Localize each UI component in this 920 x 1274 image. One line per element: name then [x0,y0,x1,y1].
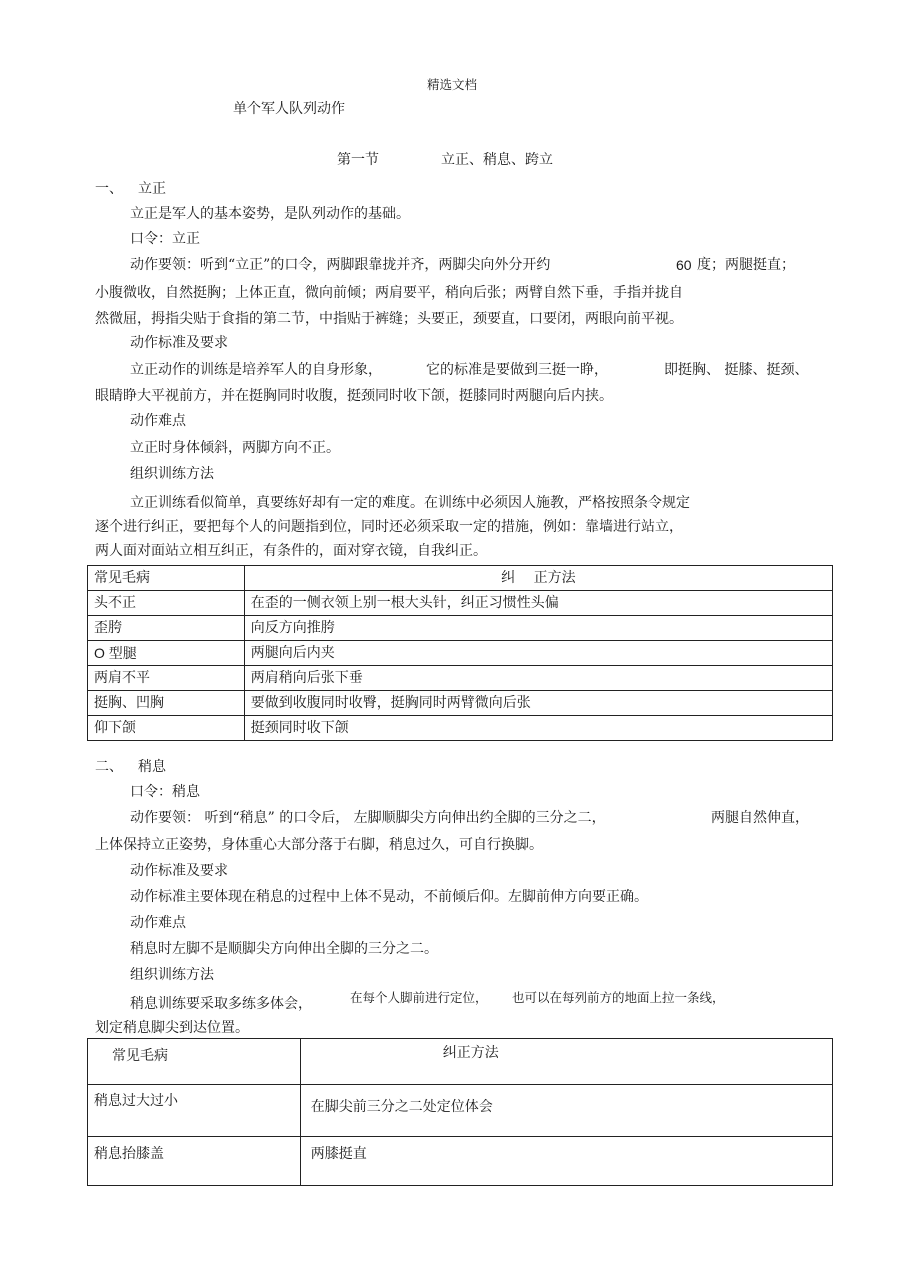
part1-angle-value: 60 [676,257,692,273]
part2-method-line1c: 也可以在每列前方的地面上拉一条线， [512,990,725,1005]
table-header-cell: 纠 正方法 [244,566,832,591]
part2-method-line1b: 在每个人脚前进行定位， [350,990,488,1005]
table-cell-fix: 挺颈同时收下颌 [244,716,832,741]
part1-standard-line1c: 即挺胸、 挺膝、挺颈、 [664,362,809,378]
part1-standard-line2: 眼睛睁大平视前方，并在挺胸同时收腹，挺颈同时收下颌，挺膝同时两腿向后内挟。 [95,388,613,404]
table-cell-fix: 向反方向推胯 [244,616,832,641]
part1-number: 一、 [95,181,123,197]
page-title: 单个军人队列动作 [233,101,345,117]
part2-method-line2: 划定稍息脚尖到达位置。 [95,1020,249,1036]
section-title: 立正、稍息、跨立 [441,152,553,168]
table-row [88,666,833,691]
table-row [88,616,833,641]
table-row [88,591,833,616]
table-row [88,1085,833,1137]
part1-essentials-line1a: 动作要领：听到“立正”的口令，两脚跟靠拢并齐，两脚尖向外分开约 [130,257,551,273]
part1-method-line1: 立正训练看似简单，真要练好却有一定的难度。在训练中必须因人施教，严格按照条令规定 [130,495,690,511]
part2-essentials-line1a: 动作要领： 听到“稍息” 的口令后， 左脚顺脚尖方向伸出约全脚的三分之二， [130,810,606,826]
part2-command: 口令：稍息 [130,784,200,800]
part2-standard: 动作标准主要体现在稍息的过程中上体不晃动，不前倾后仰。左脚前伸方向要正确。 [130,889,648,905]
table-cell-problem: 歪胯 [88,616,245,641]
part1-method-line2: 逐个进行纠正，要把每个人的问题指到位，同时还必须采取一定的措施，例如：靠墙进行站立， [95,519,683,535]
table-cell-problem: 挺胸、凹胸 [88,691,245,716]
part2-method-line1a: 稍息训练要采取多练多体会， [130,996,312,1012]
part1-difficulty-heading: 动作难点 [130,413,186,429]
table-header-cell: 常见毛病 [88,1039,301,1085]
part1-command: 口令：立正 [130,231,200,247]
table-cell-problem: 稍息过大过小 [88,1085,301,1137]
doc-label: 精选文档 [427,77,478,92]
part1-intro: 立正是军人的基本姿势，是队列动作的基础。 [130,206,410,222]
table-header-row [88,1039,833,1085]
part2-method-heading: 组织训练方法 [130,967,214,983]
part1-essentials-line3: 然微屈，拇指尖贴于食指的第二节，中指贴于裤缝；头要正，颈要直，口要闭，两眼向前平视。 [95,311,683,327]
part1-standard-line1a: 立正动作的训练是培养军人的自身形象， [130,362,382,378]
part2-standard-heading: 动作标准及要求 [130,863,228,879]
part1-method-heading: 组织训练方法 [130,466,214,482]
part2-essentials-line1b: 两腿自然伸直， [711,810,809,826]
table-cell-fix: 在歪的一侧衣领上别一根大头针，纠正习惯性头偏 [244,591,832,616]
table-cell-problem: 稍息抬膝盖 [88,1137,301,1186]
table-header-cell: 常见毛病 [88,566,245,591]
table-cell-fix: 在脚尖前三分之二处定位体会 [300,1085,832,1137]
table-standing-errors [87,565,833,741]
table-row [88,641,833,666]
table-row [88,691,833,716]
part1-standard-heading: 动作标准及要求 [130,335,228,351]
part1-essentials-line2: 小腹微收，自然挺胸；上体正直，微向前倾；两肩要平，稍向后张；两臂自然下垂，手指并拢自 [95,285,683,301]
part1-title: 立正 [138,181,166,197]
table-atease-errors [87,1038,833,1186]
table-header-cell: 纠正方法 [300,1039,832,1085]
part1-essentials-line1c: 度；两腿挺直； [697,257,795,273]
table-cell-fix: 两腿向后内夹 [244,641,832,666]
table-cell-problem: 仰下颌 [88,716,245,741]
part2-title: 稍息 [138,759,166,775]
part2-essentials-line2: 上体保持立正姿势，身体重心大部分落于右脚，稍息过久，可自行换脚。 [95,837,543,853]
table-cell-problem: 头不正 [88,591,245,616]
table-row [88,716,833,741]
table-cell-fix: 两肩稍向后张下垂 [244,666,832,691]
table-row [88,1137,833,1186]
section-number: 第一节 [337,152,379,168]
part2-difficulty: 稍息时左脚不是顺脚尖方向伸出全脚的三分之二。 [130,941,438,957]
table-cell-fix: 两膝挺直 [300,1137,832,1186]
table-cell-fix: 要做到收腹同时收臀，挺胸同时两臂微向后张 [244,691,832,716]
part2-number: 二、 [95,759,123,775]
table-cell-problem: O 型腿 [88,641,245,666]
part1-standard-line1b: 它的标准是要做到三挺一睁， [426,362,608,378]
table-cell-problem: 两肩不平 [88,666,245,691]
part2-difficulty-heading: 动作难点 [130,915,186,931]
part1-difficulty: 立正时身体倾斜，两脚方向不正。 [130,440,340,456]
part1-method-line3: 两人面对面站立相互纠正，有条件的，面对穿衣镜，自我纠正。 [95,543,487,559]
table-header-row [88,566,833,591]
